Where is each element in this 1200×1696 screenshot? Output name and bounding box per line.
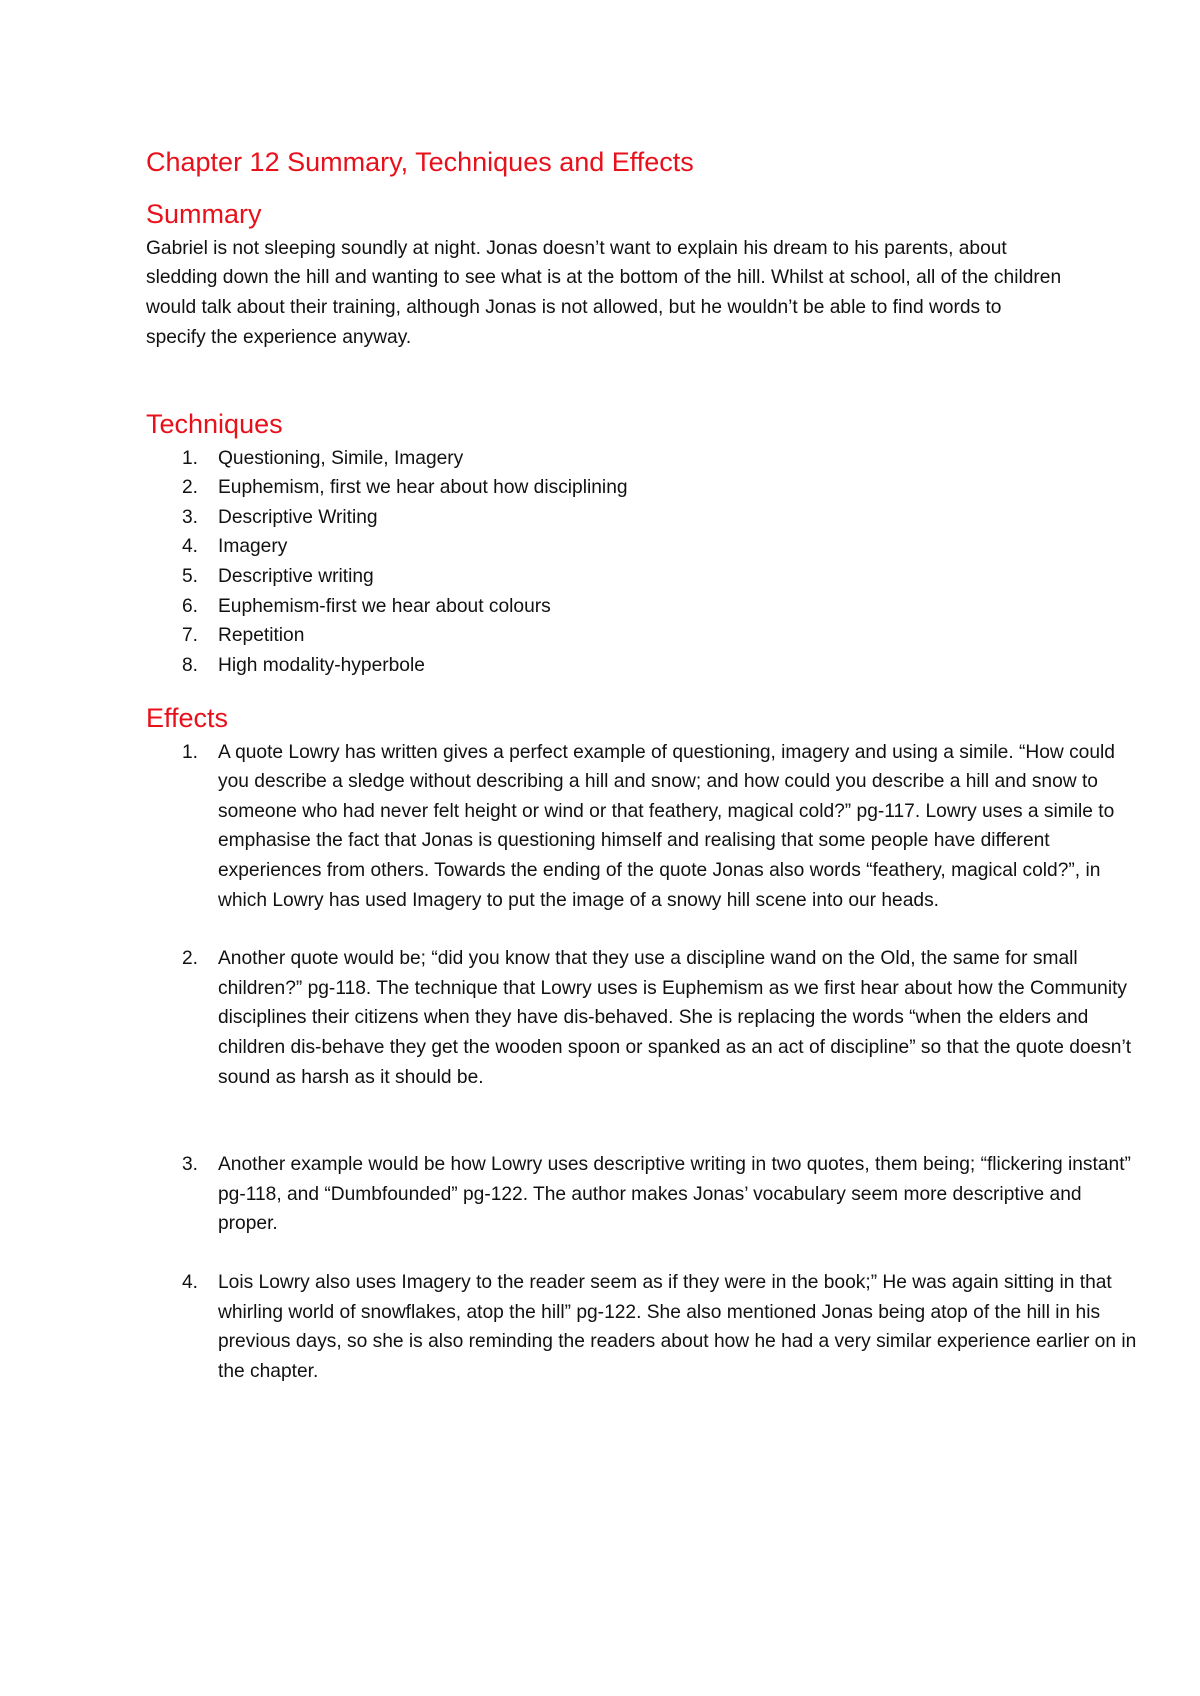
techniques-list — [182, 444, 1080, 681]
list-item: 3. Another example would be how Lowry uses descriptive writing in two quotes, them being; “flickering instant” pg-118, and “Dumbfounded” pg-122. The author makes Jonas’ vocabulary seem more descriptive and proper. — [182, 1154, 1131, 1235]
list-item: 1. Questioning, Simile, Imagery — [182, 447, 464, 469]
list-item: 2. Euphemism, first we hear about how disciplining — [182, 477, 628, 499]
list-item: 7. Repetition — [182, 625, 305, 647]
list-item: 4. Lois Lowry also uses Imagery to the reader seem as if they were in the book;” He was again sitting in that whirling world of snowflakes, atop the hill” pg-122. She also mentioned Jonas being atop of the hill in his previous days, so she is also reminding the readers about how he had a very similar experience earlier on in the chapter. — [182, 1272, 1137, 1382]
list-item: 8. High modality-hyperbole — [182, 654, 425, 676]
summary-text: Gabriel is not sleeping soundly at night. Jonas doesn’t want to explain his dream to his parents, about sledding down the hill and wanting to see what is at the bottom of the hill. Whilst at school, all of the children would talk about their training, although Jonas is not allowed, but he wouldn’t be able to find words to specify the experience anyway. — [146, 237, 1062, 348]
list-item: 3. Descriptive Writing — [182, 506, 378, 528]
list-item: 6. Euphemism-first we hear about colours — [182, 595, 551, 617]
list-item: 2. Another quote would be; “did you know that they use a discipline wand on the Old, the same for small children?” pg-118. The technique that Lowry uses is Euphemism as we first hear about how the Community disciplines their citizens when they have dis-behaved. She is replacing the words “when the elders and children dis-behave they get the wooden spoon or spanked as an act of discipline” so that the quote doesn’t sound as harsh as it should be. — [182, 948, 1132, 1088]
effects-list — [182, 738, 1137, 1387]
list-item: 4. Imagery — [182, 536, 288, 558]
techniques-heading: Techniques — [146, 409, 283, 440]
effects-heading: Effects — [146, 703, 229, 734]
summary-heading: Summary — [146, 199, 262, 230]
list-item: 1. A quote Lowry has written gives a perfect example of questioning, imagery and using a simile. “How could you describe a sledge without describing a hill and snow; and how could you describe a hill and snow to someone who had never felt height or wind or that feathery, magical cold?” pg-117. Lowry uses a simile to emphasise the fact that Jonas is questioning himself and realising that some people have different experiences from others. Towards the ending of the quote Jonas also words “feathery, magical cold?”, in which Lowry has used Imagery to put the image of a snowy hill scene into our heads. — [182, 741, 1115, 911]
page-title: Chapter 12 Summary, Techniques and Effects — [146, 147, 694, 177]
list-item: 5. Descriptive writing — [182, 565, 374, 587]
